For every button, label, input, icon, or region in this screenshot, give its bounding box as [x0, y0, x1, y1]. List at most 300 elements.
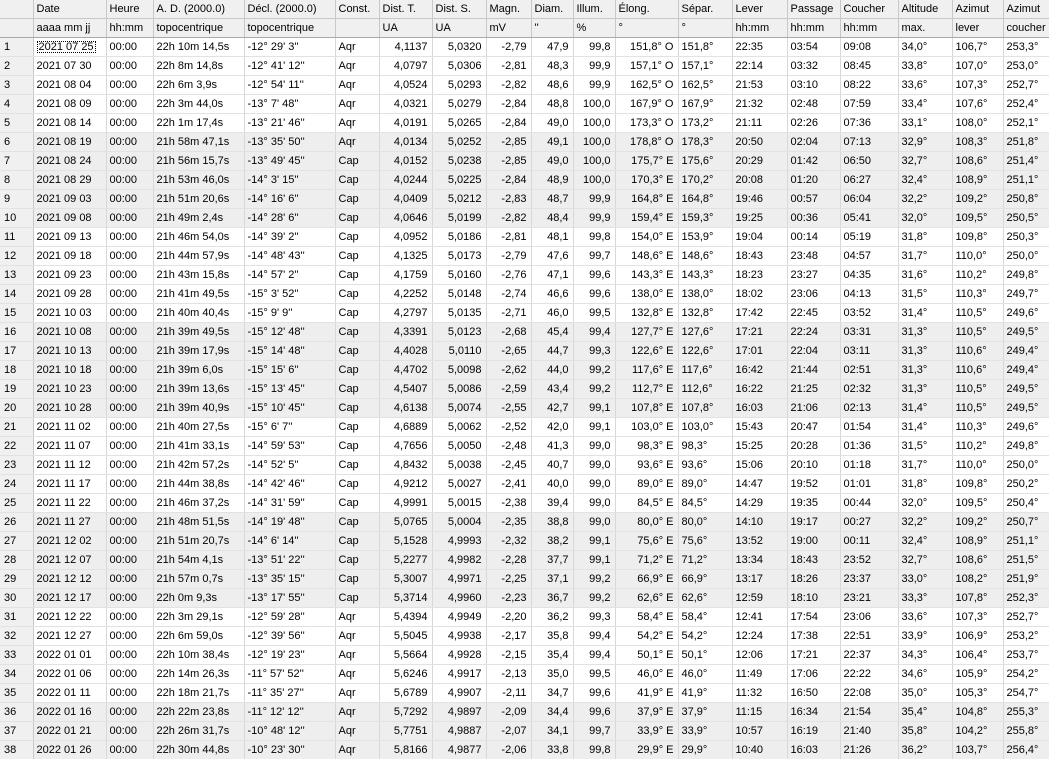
cell-date[interactable]: 2022 01 06 [33, 665, 106, 684]
cell-altitude[interactable]: 31,5° [898, 437, 952, 456]
cell-distS[interactable]: 4,9907 [432, 684, 486, 703]
cell-distS[interactable]: 4,9938 [432, 627, 486, 646]
cell-passage[interactable]: 16:34 [787, 703, 840, 722]
cell-decl[interactable]: -12° 59' 28'' [244, 608, 335, 627]
cell-decl[interactable]: -14° 31' 59'' [244, 494, 335, 513]
table-row[interactable] [0, 703, 1049, 722]
cell-illum[interactable]: 99,9 [573, 209, 615, 228]
cell-distT[interactable]: 5,1528 [379, 532, 432, 551]
cell-date[interactable]: 2021 08 19 [33, 133, 106, 152]
cell-altitude[interactable]: 31,6° [898, 266, 952, 285]
cell-distT[interactable]: 4,0524 [379, 76, 432, 95]
cell-const[interactable]: Cap [335, 437, 379, 456]
cell-date[interactable]: 2021 10 13 [33, 342, 106, 361]
cell-altitude[interactable]: 31,4° [898, 399, 952, 418]
cell-azlever[interactable]: 104,2° [952, 722, 1003, 741]
cell-distS[interactable]: 5,0015 [432, 494, 486, 513]
cell-azcoucher[interactable]: 253,7° [1003, 646, 1049, 665]
cell-coucher[interactable]: 22:51 [840, 627, 898, 646]
cell-ad[interactable]: 22h 6m 59,0s [153, 627, 244, 646]
cell-const[interactable]: Cap [335, 494, 379, 513]
table-row[interactable] [0, 418, 1049, 437]
cell-azcoucher[interactable]: 251,9° [1003, 570, 1049, 589]
cell-diam[interactable]: 36,7 [531, 589, 573, 608]
cell-separ[interactable]: 153,9° [678, 228, 732, 247]
cell-date[interactable]: 2021 09 18 [33, 247, 106, 266]
cell-heure[interactable]: 00:00 [106, 494, 153, 513]
cell-ad[interactable]: 22h 3m 29,1s [153, 608, 244, 627]
cell-date[interactable]: 2022 01 16 [33, 703, 106, 722]
table-row[interactable] [0, 342, 1049, 361]
cell-altitude[interactable]: 32,0° [898, 494, 952, 513]
cell-distS[interactable]: 4,9917 [432, 665, 486, 684]
cell-magn[interactable]: -2,85 [486, 133, 531, 152]
cell-ad[interactable]: 21h 53m 46,0s [153, 171, 244, 190]
cell-diam[interactable]: 38,2 [531, 532, 573, 551]
cell-separ[interactable]: 62,6° [678, 589, 732, 608]
cell-heure[interactable]: 00:00 [106, 722, 153, 741]
cell-illum[interactable]: 100,0 [573, 133, 615, 152]
cell-const[interactable]: Cap [335, 171, 379, 190]
cell-diam[interactable]: 46,0 [531, 304, 573, 323]
cell-azlever[interactable]: 110,5° [952, 380, 1003, 399]
cell-elong[interactable]: 89,0° E [615, 475, 678, 494]
cell-lever[interactable]: 15:43 [732, 418, 787, 437]
cell-ad[interactable]: 21h 56m 15,7s [153, 152, 244, 171]
cell-distT[interactable]: 5,3007 [379, 570, 432, 589]
column-header-distT[interactable]: Dist. T. [379, 0, 432, 19]
cell-distT[interactable]: 5,7292 [379, 703, 432, 722]
cell-coucher[interactable]: 02:51 [840, 361, 898, 380]
cell-passage[interactable]: 03:10 [787, 76, 840, 95]
cell-azcoucher[interactable]: 249,4° [1003, 361, 1049, 380]
cell-diam[interactable]: 40,0 [531, 475, 573, 494]
cell-altitude[interactable]: 32,7° [898, 551, 952, 570]
column-header-passage[interactable]: Passage [787, 0, 840, 19]
cell-magn[interactable]: -2,62 [486, 361, 531, 380]
cell-lever[interactable]: 17:21 [732, 323, 787, 342]
cell-distS[interactable]: 5,0038 [432, 456, 486, 475]
cell-distS[interactable]: 5,0238 [432, 152, 486, 171]
table-row[interactable] [0, 589, 1049, 608]
cell-diam[interactable]: 46,6 [531, 285, 573, 304]
cell-coucher[interactable]: 05:41 [840, 209, 898, 228]
cell-const[interactable]: Aqr [335, 741, 379, 759]
cell-azlever[interactable]: 108,3° [952, 133, 1003, 152]
cell-decl[interactable]: -14° 52' 5'' [244, 456, 335, 475]
cell-heure[interactable]: 00:00 [106, 266, 153, 285]
cell-magn[interactable]: -2,68 [486, 323, 531, 342]
cell-elong[interactable]: 132,8° E [615, 304, 678, 323]
cell-elong[interactable]: 37,9° E [615, 703, 678, 722]
cell-magn[interactable]: -2,45 [486, 456, 531, 475]
cell-separ[interactable]: 159,3° [678, 209, 732, 228]
cell-distT[interactable]: 4,6889 [379, 418, 432, 437]
cell-passage[interactable]: 17:06 [787, 665, 840, 684]
cell-date[interactable]: 2022 01 01 [33, 646, 106, 665]
cell-elong[interactable]: 122,6° E [615, 342, 678, 361]
cell-ad[interactable]: 21h 41m 33,1s [153, 437, 244, 456]
column-header-magn[interactable]: Magn. [486, 0, 531, 19]
cell-azlever[interactable]: 109,2° [952, 190, 1003, 209]
cell-separ[interactable]: 71,2° [678, 551, 732, 570]
cell-passage[interactable]: 23:27 [787, 266, 840, 285]
cell-decl[interactable]: -14° 48' 43'' [244, 247, 335, 266]
cell-altitude[interactable]: 33,0° [898, 570, 952, 589]
cell-decl[interactable]: -13° 49' 45'' [244, 152, 335, 171]
cell-azcoucher[interactable]: 250,0° [1003, 456, 1049, 475]
cell-lever[interactable]: 20:50 [732, 133, 787, 152]
cell-azlever[interactable]: 109,2° [952, 513, 1003, 532]
cell-ad[interactable]: 21h 44m 57,9s [153, 247, 244, 266]
cell-const[interactable]: Cap [335, 266, 379, 285]
cell-ad[interactable]: 21h 43m 15,8s [153, 266, 244, 285]
cell-illum[interactable]: 99,2 [573, 361, 615, 380]
cell-altitude[interactable]: 31,3° [898, 380, 952, 399]
cell-diam[interactable]: 43,4 [531, 380, 573, 399]
cell-date[interactable]: 2021 08 29 [33, 171, 106, 190]
cell-passage[interactable]: 20:10 [787, 456, 840, 475]
cell-distS[interactable]: 5,0199 [432, 209, 486, 228]
cell-azcoucher[interactable]: 252,7° [1003, 76, 1049, 95]
cell-heure[interactable]: 00:00 [106, 608, 153, 627]
cell-azlever[interactable]: 106,7° [952, 38, 1003, 57]
cell-elong[interactable]: 151,8° O [615, 38, 678, 57]
cell-altitude[interactable]: 31,4° [898, 304, 952, 323]
cell-passage[interactable]: 22:24 [787, 323, 840, 342]
cell-separ[interactable]: 148,6° [678, 247, 732, 266]
cell-ad[interactable]: 22h 18m 21,7s [153, 684, 244, 703]
cell-diam[interactable]: 48,4 [531, 209, 573, 228]
cell-altitude[interactable]: 32,9° [898, 133, 952, 152]
cell-altitude[interactable]: 34,3° [898, 646, 952, 665]
cell-magn[interactable]: -2,55 [486, 399, 531, 418]
cell-coucher[interactable]: 06:27 [840, 171, 898, 190]
cell-date[interactable]: 2021 11 07 [33, 437, 106, 456]
cell-azcoucher[interactable]: 252,7° [1003, 608, 1049, 627]
cell-azcoucher[interactable]: 249,8° [1003, 266, 1049, 285]
cell-diam[interactable]: 42,7 [531, 399, 573, 418]
cell-decl[interactable]: -12° 39' 56'' [244, 627, 335, 646]
cell-azcoucher[interactable]: 251,1° [1003, 532, 1049, 551]
cell-magn[interactable]: -2,79 [486, 247, 531, 266]
cell-decl[interactable]: -15° 6' 7'' [244, 418, 335, 437]
cell-passage[interactable]: 23:06 [787, 285, 840, 304]
cell-distS[interactable]: 5,0186 [432, 228, 486, 247]
cell-azcoucher[interactable]: 249,6° [1003, 418, 1049, 437]
cell-passage[interactable]: 22:04 [787, 342, 840, 361]
cell-ad[interactable]: 22h 22m 23,8s [153, 703, 244, 722]
cell-distS[interactable]: 4,9960 [432, 589, 486, 608]
cell-heure[interactable]: 00:00 [106, 665, 153, 684]
cell-elong[interactable]: 159,4° E [615, 209, 678, 228]
cell-distS[interactable]: 5,0062 [432, 418, 486, 437]
cell-coucher[interactable]: 07:36 [840, 114, 898, 133]
cell-azcoucher[interactable]: 249,5° [1003, 380, 1049, 399]
column-header-coucher[interactable]: Coucher [840, 0, 898, 19]
table-row[interactable] [0, 76, 1049, 95]
cell-azlever[interactable]: 110,3° [952, 418, 1003, 437]
table-row[interactable] [0, 646, 1049, 665]
cell-ad[interactable]: 21h 40m 27,5s [153, 418, 244, 437]
cell-coucher[interactable]: 02:32 [840, 380, 898, 399]
table-row[interactable] [0, 475, 1049, 494]
cell-illum[interactable]: 99,9 [573, 57, 615, 76]
cell-diam[interactable]: 36,2 [531, 608, 573, 627]
cell-ad[interactable]: 22h 1m 17,4s [153, 114, 244, 133]
cell-diam[interactable]: 37,1 [531, 570, 573, 589]
cell-ad[interactable]: 22h 0m 9,3s [153, 589, 244, 608]
cell-azcoucher[interactable]: 250,3° [1003, 228, 1049, 247]
cell-elong[interactable]: 58,4° E [615, 608, 678, 627]
cell-decl[interactable]: -11° 35' 27'' [244, 684, 335, 703]
cell-elong[interactable]: 162,5° O [615, 76, 678, 95]
cell-elong[interactable]: 62,6° E [615, 589, 678, 608]
cell-elong[interactable]: 138,0° E [615, 285, 678, 304]
cell-azlever[interactable]: 108,6° [952, 152, 1003, 171]
cell-ad[interactable]: 22h 10m 38,4s [153, 646, 244, 665]
cell-illum[interactable]: 99,6 [573, 285, 615, 304]
table-row[interactable] [0, 456, 1049, 475]
cell-illum[interactable]: 99,6 [573, 266, 615, 285]
cell-ad[interactable]: 22h 6m 3,9s [153, 76, 244, 95]
cell-distT[interactable]: 4,6138 [379, 399, 432, 418]
cell-decl[interactable]: -13° 7' 48'' [244, 95, 335, 114]
cell-altitude[interactable]: 33,3° [898, 589, 952, 608]
cell-azlever[interactable]: 110,0° [952, 247, 1003, 266]
cell-passage[interactable]: 23:48 [787, 247, 840, 266]
cell-decl[interactable]: -10° 48' 12'' [244, 722, 335, 741]
cell-azlever[interactable]: 108,2° [952, 570, 1003, 589]
cell-diam[interactable]: 44,0 [531, 361, 573, 380]
cell-const[interactable]: Cap [335, 361, 379, 380]
cell-distS[interactable]: 5,0050 [432, 437, 486, 456]
cell-heure[interactable]: 00:00 [106, 741, 153, 759]
cell-const[interactable]: Cap [335, 551, 379, 570]
cell-magn[interactable]: -2,38 [486, 494, 531, 513]
cell-lever[interactable]: 18:23 [732, 266, 787, 285]
cell-passage[interactable]: 16:50 [787, 684, 840, 703]
cell-altitude[interactable]: 34,6° [898, 665, 952, 684]
cell-elong[interactable]: 170,3° E [615, 171, 678, 190]
table-row[interactable] [0, 57, 1049, 76]
cell-decl[interactable]: -14° 6' 14'' [244, 532, 335, 551]
cell-azcoucher[interactable]: 250,5° [1003, 209, 1049, 228]
cell-ad[interactable]: 21h 46m 54,0s [153, 228, 244, 247]
cell-coucher[interactable]: 01:36 [840, 437, 898, 456]
cell-diam[interactable]: 49,0 [531, 152, 573, 171]
cell-distT[interactable]: 5,0765 [379, 513, 432, 532]
cell-heure[interactable]: 00:00 [106, 570, 153, 589]
cell-illum[interactable]: 99,7 [573, 722, 615, 741]
cell-magn[interactable]: -2,35 [486, 513, 531, 532]
cell-coucher[interactable]: 22:22 [840, 665, 898, 684]
cell-azcoucher[interactable]: 253,0° [1003, 57, 1049, 76]
cell-distT[interactable]: 4,0797 [379, 57, 432, 76]
cell-decl[interactable]: -14° 39' 2'' [244, 228, 335, 247]
cell-distS[interactable]: 5,0110 [432, 342, 486, 361]
cell-coucher[interactable]: 01:01 [840, 475, 898, 494]
cell-distS[interactable]: 5,0098 [432, 361, 486, 380]
cell-const[interactable]: Cap [335, 209, 379, 228]
cell-azlever[interactable]: 109,5° [952, 494, 1003, 513]
cell-altitude[interactable]: 33,4° [898, 95, 952, 114]
cell-altitude[interactable]: 33,6° [898, 76, 952, 95]
cell-passage[interactable]: 19:00 [787, 532, 840, 551]
cell-lever[interactable]: 21:32 [732, 95, 787, 114]
cell-const[interactable]: Cap [335, 228, 379, 247]
table-row[interactable] [0, 247, 1049, 266]
cell-decl[interactable]: -15° 12' 48'' [244, 323, 335, 342]
cell-date[interactable]: 2022 01 11 [33, 684, 106, 703]
cell-distS[interactable]: 5,0306 [432, 57, 486, 76]
cell-separ[interactable]: 103,0° [678, 418, 732, 437]
cell-separ[interactable]: 50,1° [678, 646, 732, 665]
cell-magn[interactable]: -2,65 [486, 342, 531, 361]
table-row[interactable] [0, 608, 1049, 627]
cell-decl[interactable]: -15° 3' 52'' [244, 285, 335, 304]
cell-distT[interactable]: 4,5407 [379, 380, 432, 399]
cell-illum[interactable]: 99,2 [573, 380, 615, 399]
cell-altitude[interactable]: 31,4° [898, 418, 952, 437]
cell-date[interactable]: 2021 11 02 [33, 418, 106, 437]
cell-heure[interactable]: 00:00 [106, 304, 153, 323]
cell-passage[interactable]: 18:10 [787, 589, 840, 608]
cell-azcoucher[interactable]: 251,4° [1003, 152, 1049, 171]
cell-azlever[interactable]: 106,9° [952, 627, 1003, 646]
cell-lever[interactable]: 16:03 [732, 399, 787, 418]
cell-coucher[interactable]: 08:45 [840, 57, 898, 76]
cell-distS[interactable]: 5,0320 [432, 38, 486, 57]
cell-azcoucher[interactable]: 251,1° [1003, 171, 1049, 190]
cell-date[interactable]: 2021 12 12 [33, 570, 106, 589]
cell-illum[interactable]: 99,1 [573, 418, 615, 437]
cell-passage[interactable]: 21:06 [787, 399, 840, 418]
cell-lever[interactable]: 19:04 [732, 228, 787, 247]
cell-heure[interactable]: 00:00 [106, 95, 153, 114]
cell-distT[interactable]: 4,0646 [379, 209, 432, 228]
cell-magn[interactable]: -2,28 [486, 551, 531, 570]
cell-heure[interactable]: 00:00 [106, 646, 153, 665]
table-row[interactable] [0, 152, 1049, 171]
cell-azlever[interactable]: 109,5° [952, 209, 1003, 228]
cell-const[interactable]: Aqr [335, 608, 379, 627]
cell-separ[interactable]: 117,6° [678, 361, 732, 380]
cell-ad[interactable]: 21h 46m 37,2s [153, 494, 244, 513]
cell-separ[interactable]: 89,0° [678, 475, 732, 494]
cell-elong[interactable]: 143,3° E [615, 266, 678, 285]
cell-coucher[interactable]: 23:37 [840, 570, 898, 589]
table-row[interactable] [0, 380, 1049, 399]
cell-distS[interactable]: 4,9971 [432, 570, 486, 589]
cell-magn[interactable]: -2,82 [486, 76, 531, 95]
cell-magn[interactable]: -2,17 [486, 627, 531, 646]
cell-altitude[interactable]: 36,2° [898, 741, 952, 759]
cell-altitude[interactable]: 35,4° [898, 703, 952, 722]
cell-illum[interactable]: 99,6 [573, 684, 615, 703]
cell-coucher[interactable]: 00:44 [840, 494, 898, 513]
cell-magn[interactable]: -2,13 [486, 665, 531, 684]
cell-coucher[interactable]: 04:57 [840, 247, 898, 266]
cell-decl[interactable]: -13° 35' 15'' [244, 570, 335, 589]
cell-magn[interactable]: -2,11 [486, 684, 531, 703]
cell-distS[interactable]: 5,0173 [432, 247, 486, 266]
cell-ad[interactable]: 21h 41m 49,5s [153, 285, 244, 304]
cell-separ[interactable]: 112,6° [678, 380, 732, 399]
table-row[interactable] [0, 741, 1049, 759]
cell-ad[interactable]: 21h 39m 40,9s [153, 399, 244, 418]
cell-altitude[interactable]: 31,8° [898, 475, 952, 494]
cell-date[interactable]: 2021 10 23 [33, 380, 106, 399]
cell-distT[interactable]: 4,1137 [379, 38, 432, 57]
cell-decl[interactable]: -11° 12' 12'' [244, 703, 335, 722]
cell-ad[interactable]: 22h 10m 14,5s [153, 38, 244, 57]
cell-altitude[interactable]: 31,3° [898, 323, 952, 342]
table-row[interactable] [0, 627, 1049, 646]
table-row[interactable] [0, 228, 1049, 247]
cell-decl[interactable]: -14° 59' 53'' [244, 437, 335, 456]
cell-ad[interactable]: 22h 30m 44,8s [153, 741, 244, 759]
cell-azcoucher[interactable]: 250,0° [1003, 247, 1049, 266]
cell-separ[interactable]: 162,5° [678, 76, 732, 95]
cell-elong[interactable]: 41,9° E [615, 684, 678, 703]
cell-azlever[interactable]: 107,6° [952, 95, 1003, 114]
cell-distT[interactable]: 4,4702 [379, 361, 432, 380]
cell-illum[interactable]: 99,1 [573, 532, 615, 551]
cell-magn[interactable]: -2,82 [486, 209, 531, 228]
cell-lever[interactable]: 12:06 [732, 646, 787, 665]
cell-coucher[interactable]: 03:31 [840, 323, 898, 342]
cell-coucher[interactable]: 06:50 [840, 152, 898, 171]
cell-azlever[interactable]: 110,5° [952, 323, 1003, 342]
cell-const[interactable]: Cap [335, 513, 379, 532]
cell-decl[interactable]: -10° 23' 30'' [244, 741, 335, 759]
cell-distT[interactable]: 4,1325 [379, 247, 432, 266]
cell-heure[interactable]: 00:00 [106, 532, 153, 551]
cell-decl[interactable]: -12° 19' 23'' [244, 646, 335, 665]
cell-diam[interactable]: 49,0 [531, 114, 573, 133]
cell-azcoucher[interactable]: 253,3° [1003, 38, 1049, 57]
cell-passage[interactable]: 03:54 [787, 38, 840, 57]
cell-passage[interactable]: 19:52 [787, 475, 840, 494]
cell-lever[interactable]: 22:35 [732, 38, 787, 57]
cell-illum[interactable]: 99,0 [573, 437, 615, 456]
table-row[interactable] [0, 133, 1049, 152]
cell-magn[interactable]: -2,84 [486, 171, 531, 190]
table-row[interactable] [0, 114, 1049, 133]
cell-illum[interactable]: 99,0 [573, 475, 615, 494]
cell-altitude[interactable]: 35,8° [898, 722, 952, 741]
cell-ad[interactable]: 21h 44m 38,8s [153, 475, 244, 494]
cell-lever[interactable]: 19:25 [732, 209, 787, 228]
cell-date[interactable]: 2021 10 08 [33, 323, 106, 342]
cell-elong[interactable]: 164,8° E [615, 190, 678, 209]
cell-decl[interactable]: -14° 57' 2'' [244, 266, 335, 285]
cell-decl[interactable]: -15° 15' 6'' [244, 361, 335, 380]
cell-distT[interactable]: 4,0191 [379, 114, 432, 133]
cell-azlever[interactable]: 108,9° [952, 532, 1003, 551]
cell-ad[interactable]: 21h 57m 0,7s [153, 570, 244, 589]
cell-coucher[interactable]: 03:52 [840, 304, 898, 323]
cell-altitude[interactable]: 31,8° [898, 228, 952, 247]
cell-passage[interactable]: 17:54 [787, 608, 840, 627]
cell-coucher[interactable]: 01:18 [840, 456, 898, 475]
cell-passage[interactable]: 22:45 [787, 304, 840, 323]
cell-coucher[interactable]: 04:35 [840, 266, 898, 285]
cell-azlever[interactable]: 110,2° [952, 437, 1003, 456]
cell-coucher[interactable]: 07:59 [840, 95, 898, 114]
cell-decl[interactable]: -15° 13' 45'' [244, 380, 335, 399]
